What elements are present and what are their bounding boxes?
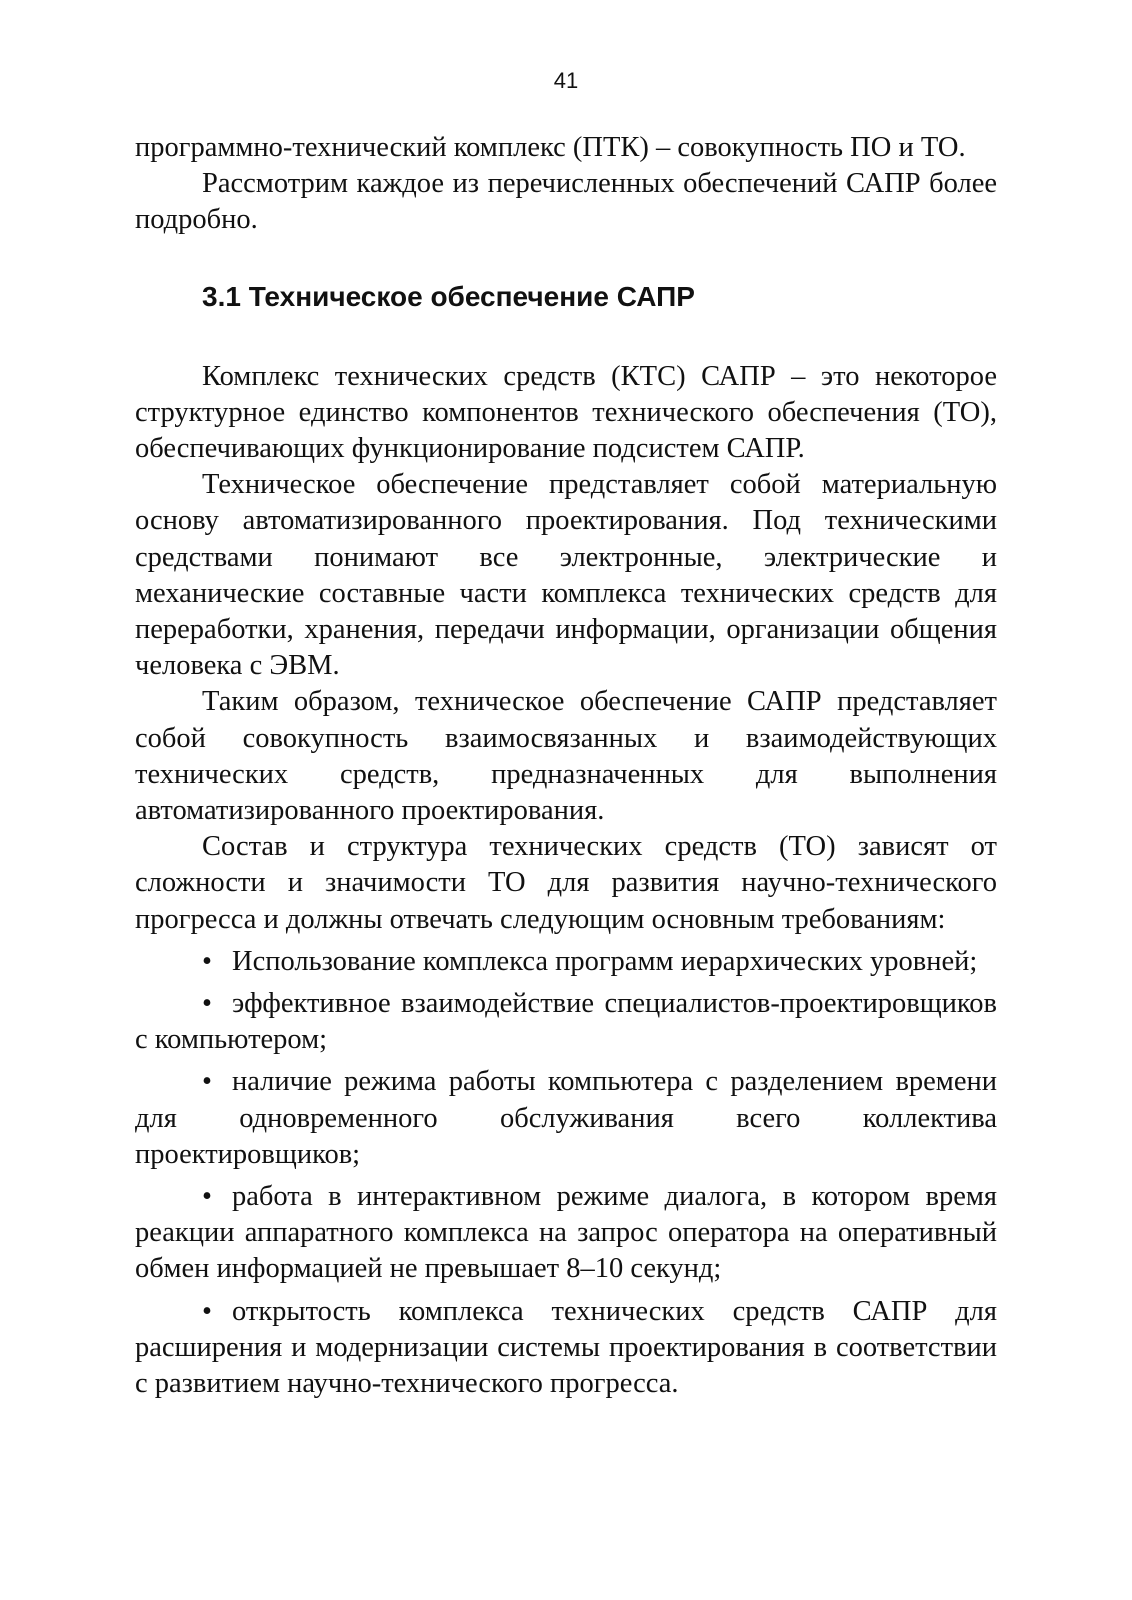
paragraph-kts-definition: Комплекс технических средств (КТС) САПР – это некоторое структурное единство компонентов технического обеспечения (ТО), обеспечивающих функционирование подсистем САПР. bbox=[135, 360, 997, 465]
list-item bbox=[135, 1064, 997, 1173]
paragraph-requirements-intro: Состав и структура технических средств (ТО) зависят от сложности и значимости ТО для развития научно-технического прогресса и должны отвечать следующим основным требованиям: bbox=[135, 831, 997, 935]
bullet-icon: • bbox=[202, 945, 212, 977]
paragraph-intro: Рассмотрим каждое из перечисленных обеспечений САПР более подробно. bbox=[135, 168, 997, 236]
bullet-icon: • bbox=[202, 1181, 212, 1213]
requirements-list bbox=[135, 944, 997, 1402]
list-item-text: работа в интерактивном режиме диалога, в котором время реакции аппаратного комплекса на запрос оператора на оперативный обмен информацией не превышает 8–10 секунд; bbox=[135, 1181, 997, 1285]
bullet-icon: • bbox=[202, 1066, 212, 1098]
paragraph-to-basis: Техническое обеспечение представляет собой материальную основу автоматизированного проектирования. Под техническими средствами понимают все электронные, электрические и механические составные части комплекса технических средств для переработки, хранения, передачи информации, организации общения человека с ЭВМ. bbox=[135, 469, 997, 682]
section-heading: 3.1 Техническое обеспечение САПР bbox=[202, 280, 695, 312]
list-item bbox=[135, 1179, 997, 1288]
paragraph-continuation: программно-технический комплекс (ПТК) – совокупность ПО и ТО. bbox=[135, 132, 966, 163]
list-item bbox=[135, 986, 997, 1058]
paragraph-to-summary: Таким образом, техническое обеспечение САПР представляет собой совокупность взаимосвязанных и взаимодействующих технических средств, предназначенных для выполнения автоматизированного проектирования. bbox=[135, 686, 997, 827]
page-content bbox=[135, 130, 997, 1402]
bullet-icon: • bbox=[202, 988, 212, 1020]
list-item-text: эффективное взаимодействие специалистов-проектировщиков с компьютером; bbox=[135, 988, 997, 1056]
list-item-text: Использование комплекса программ иерархических уровней; bbox=[232, 945, 978, 977]
bullet-icon: • bbox=[202, 1295, 212, 1327]
page-number: 41 bbox=[553, 68, 579, 93]
list-item-text: открытость комплекса технических средств САПР для расширения и модернизации системы проектирования в соответствии с развитием научно-технического прогресса. bbox=[135, 1295, 997, 1400]
list-item bbox=[135, 944, 997, 980]
list-item bbox=[135, 1294, 997, 1403]
list-item-text: наличие режима работы компьютера с разделением времени для одновременного обслуживания всего коллектива проектировщиков; bbox=[135, 1066, 997, 1170]
